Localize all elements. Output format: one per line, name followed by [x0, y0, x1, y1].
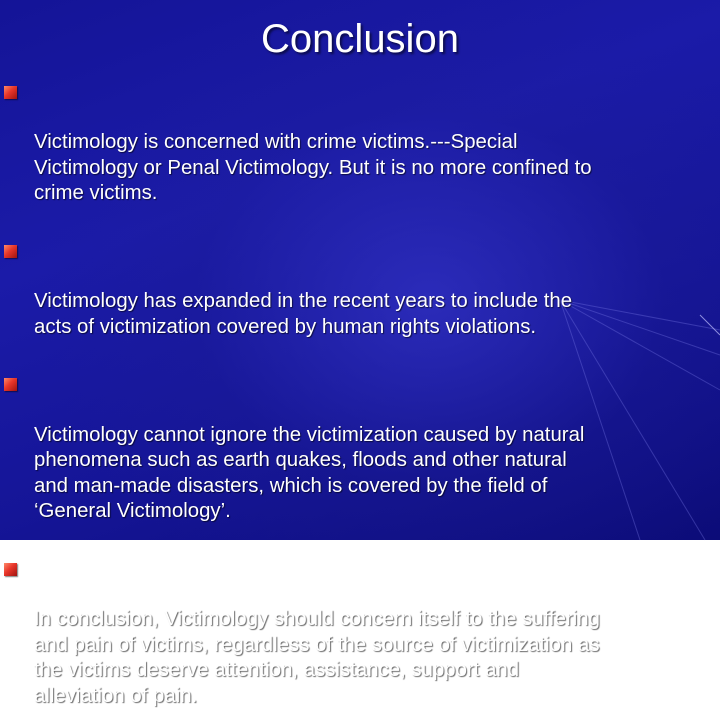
- bullet-list: [0, 79, 720, 709]
- bullet-text: Victimology cannot ignore the victimization caused by natural phenomena such as earth quakes, floods and other natural and man-made disasters, which is covered by the field of ‘General Victimology’.: [34, 423, 585, 523]
- square-bullet-icon: [4, 378, 17, 391]
- bullet-text: In conclusion, Victimology should concern itself to the suffering and pain of victims, regardless of the source of victimization as the victims deserve attention, assistance, support and alleviation of pain.: [34, 608, 600, 707]
- square-bullet-icon: [4, 563, 17, 576]
- bullet-item: [0, 79, 720, 207]
- slide-title: Conclusion: [261, 17, 459, 61]
- bullet-text: Victimology is concerned with crime victims.---Special Victimology or Penal Victimology. But it is no more confined to crime victims.: [34, 131, 592, 205]
- bullet-item: [0, 238, 720, 340]
- square-bullet-icon: [4, 245, 17, 258]
- bullet-text: Victimology has expanded in the recent years to include the acts of victimization covered by human rights violations.: [34, 290, 573, 338]
- bullet-item: [0, 556, 720, 709]
- square-bullet-icon: [4, 86, 17, 99]
- bullet-item: [0, 371, 720, 525]
